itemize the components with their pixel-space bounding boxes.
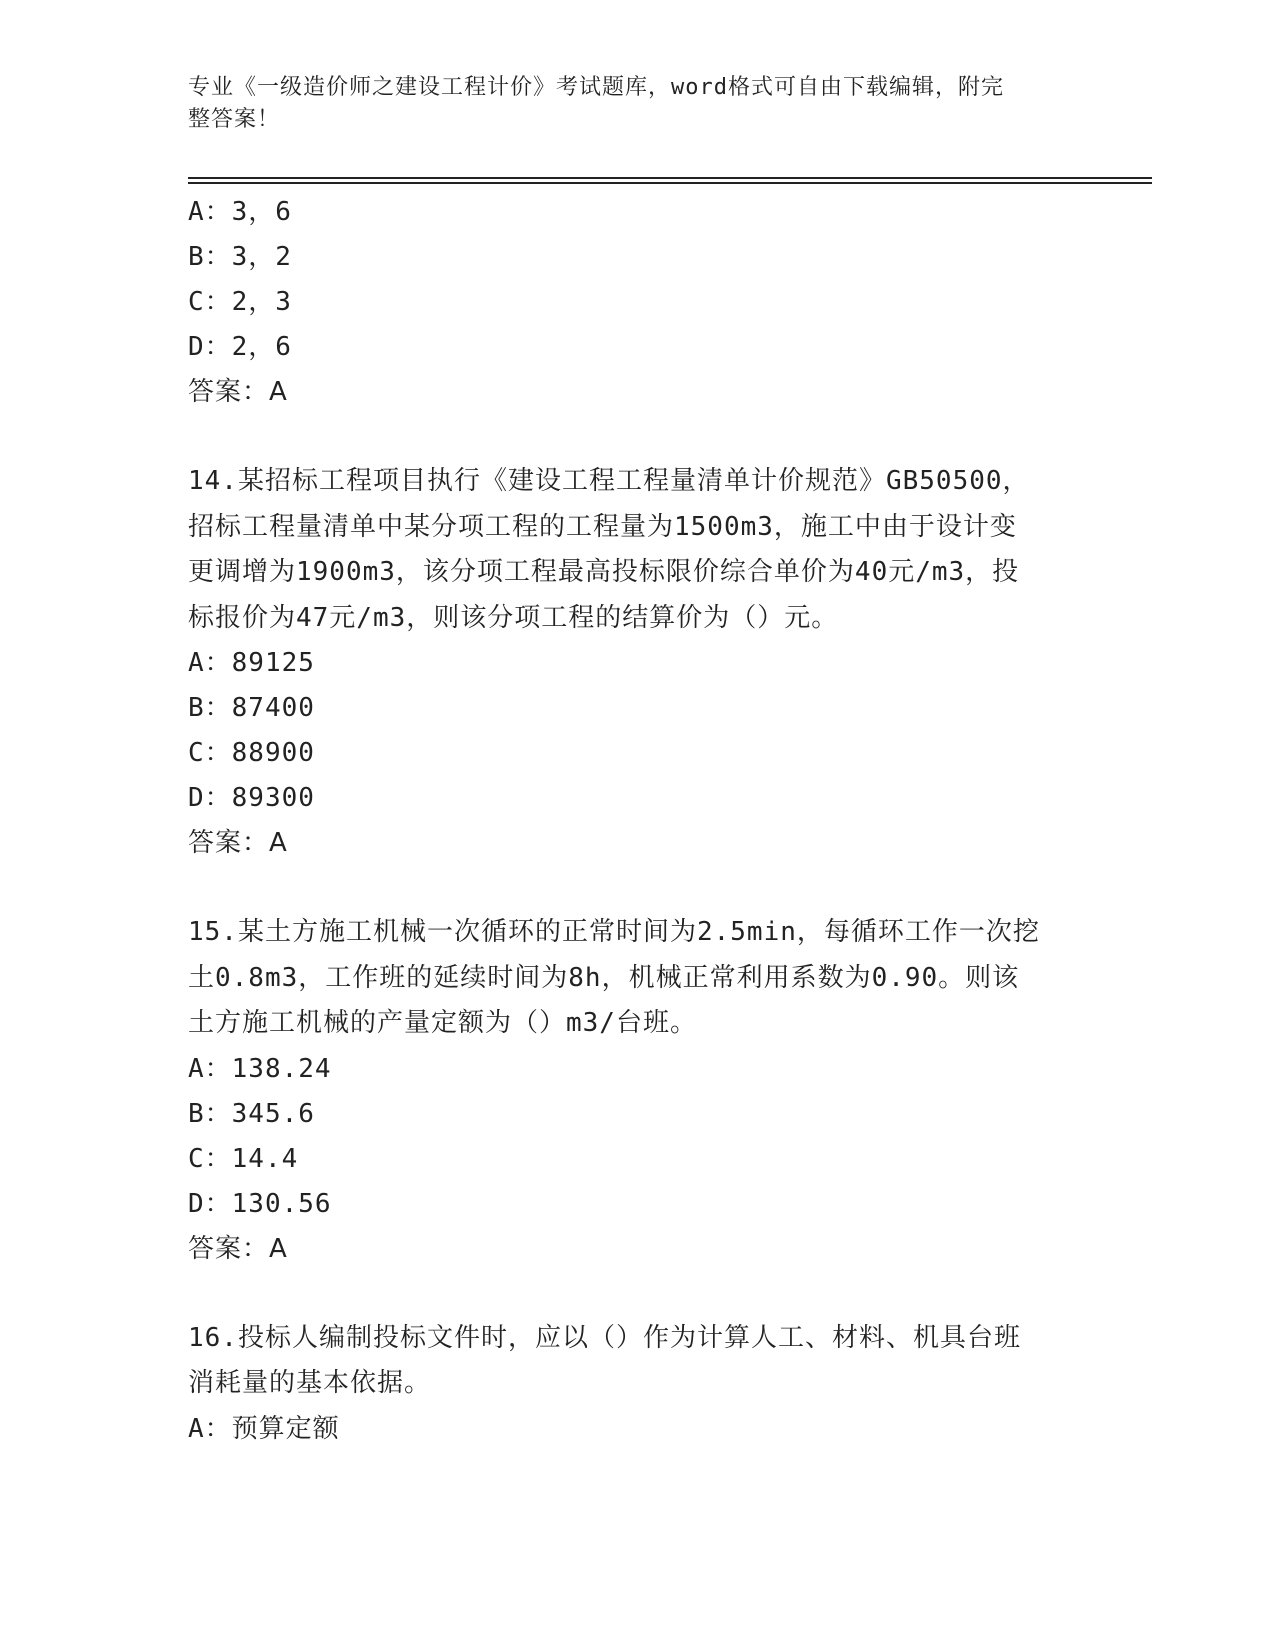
header-line-2: 整答案！ <box>188 107 281 132</box>
answer-line: 答案：A <box>188 377 288 407</box>
page-header <box>188 72 1068 136</box>
option-d: D：89300 <box>188 783 315 813</box>
option-d: D：2，6 <box>188 332 292 362</box>
header-line-1: 专业《一级造价师之建设工程计价》考试题库，word格式可自由下载编辑，附完 <box>188 75 1004 100</box>
option-c: C：2，3 <box>188 287 292 317</box>
question-text-line: 16.投标人编制投标文件时，应以（）作为计算人工、材料、机具台班 <box>188 1322 1021 1353</box>
question-15-block <box>188 910 1088 1272</box>
answer-line: 答案：A <box>188 828 288 858</box>
option-b: B：3，2 <box>188 242 292 272</box>
header-divider-top <box>188 177 1152 179</box>
option-a: A：3，6 <box>188 197 292 227</box>
question-13-block <box>188 190 1088 415</box>
question-text-line: 标报价为47元/m3，则该分项工程的结算价为（）元。 <box>188 602 839 633</box>
spacer <box>188 866 1088 910</box>
spacer <box>188 415 1088 459</box>
option-a: A：预算定额 <box>188 1413 340 1444</box>
option-b: B：87400 <box>188 693 315 723</box>
question-text-line: 消耗量的基本依据。 <box>188 1368 432 1398</box>
question-16-block <box>188 1316 1088 1452</box>
header-divider-bottom <box>188 182 1152 184</box>
option-c: C：88900 <box>188 738 315 768</box>
question-text-line: 招标工程量清单中某分项工程的工程量为1500m3，施工中由于设计变 <box>188 511 1017 542</box>
question-text-line: 15.某土方施工机械一次循环的正常时间为2.5min，每循环工作一次挖 <box>188 917 1040 947</box>
question-text-line: 土方施工机械的产量定额为（）m3/台班。 <box>188 1008 697 1038</box>
option-c: C：14.4 <box>188 1143 299 1174</box>
question-text-line: 更调增为1900m3，该分项工程最高投标限价综合单价为40元/m3，投 <box>188 557 1020 587</box>
question-text-line: 14.某招标工程项目执行《建设工程工程量清单计价规范》GB50500， <box>188 466 1030 496</box>
spacer <box>188 1272 1088 1316</box>
option-a: A：89125 <box>188 648 315 678</box>
option-d: D：130.56 <box>188 1188 332 1219</box>
option-a: A：138.24 <box>188 1053 332 1084</box>
question-14-block <box>188 459 1088 866</box>
answer-line: 答案：A <box>188 1233 288 1264</box>
question-text-line: 土0.8m3，工作班的延续时间为8h，机械正常利用系数为0.90。则该 <box>188 962 1020 993</box>
option-b: B：345.6 <box>188 1098 315 1129</box>
question-content <box>188 190 1088 1452</box>
